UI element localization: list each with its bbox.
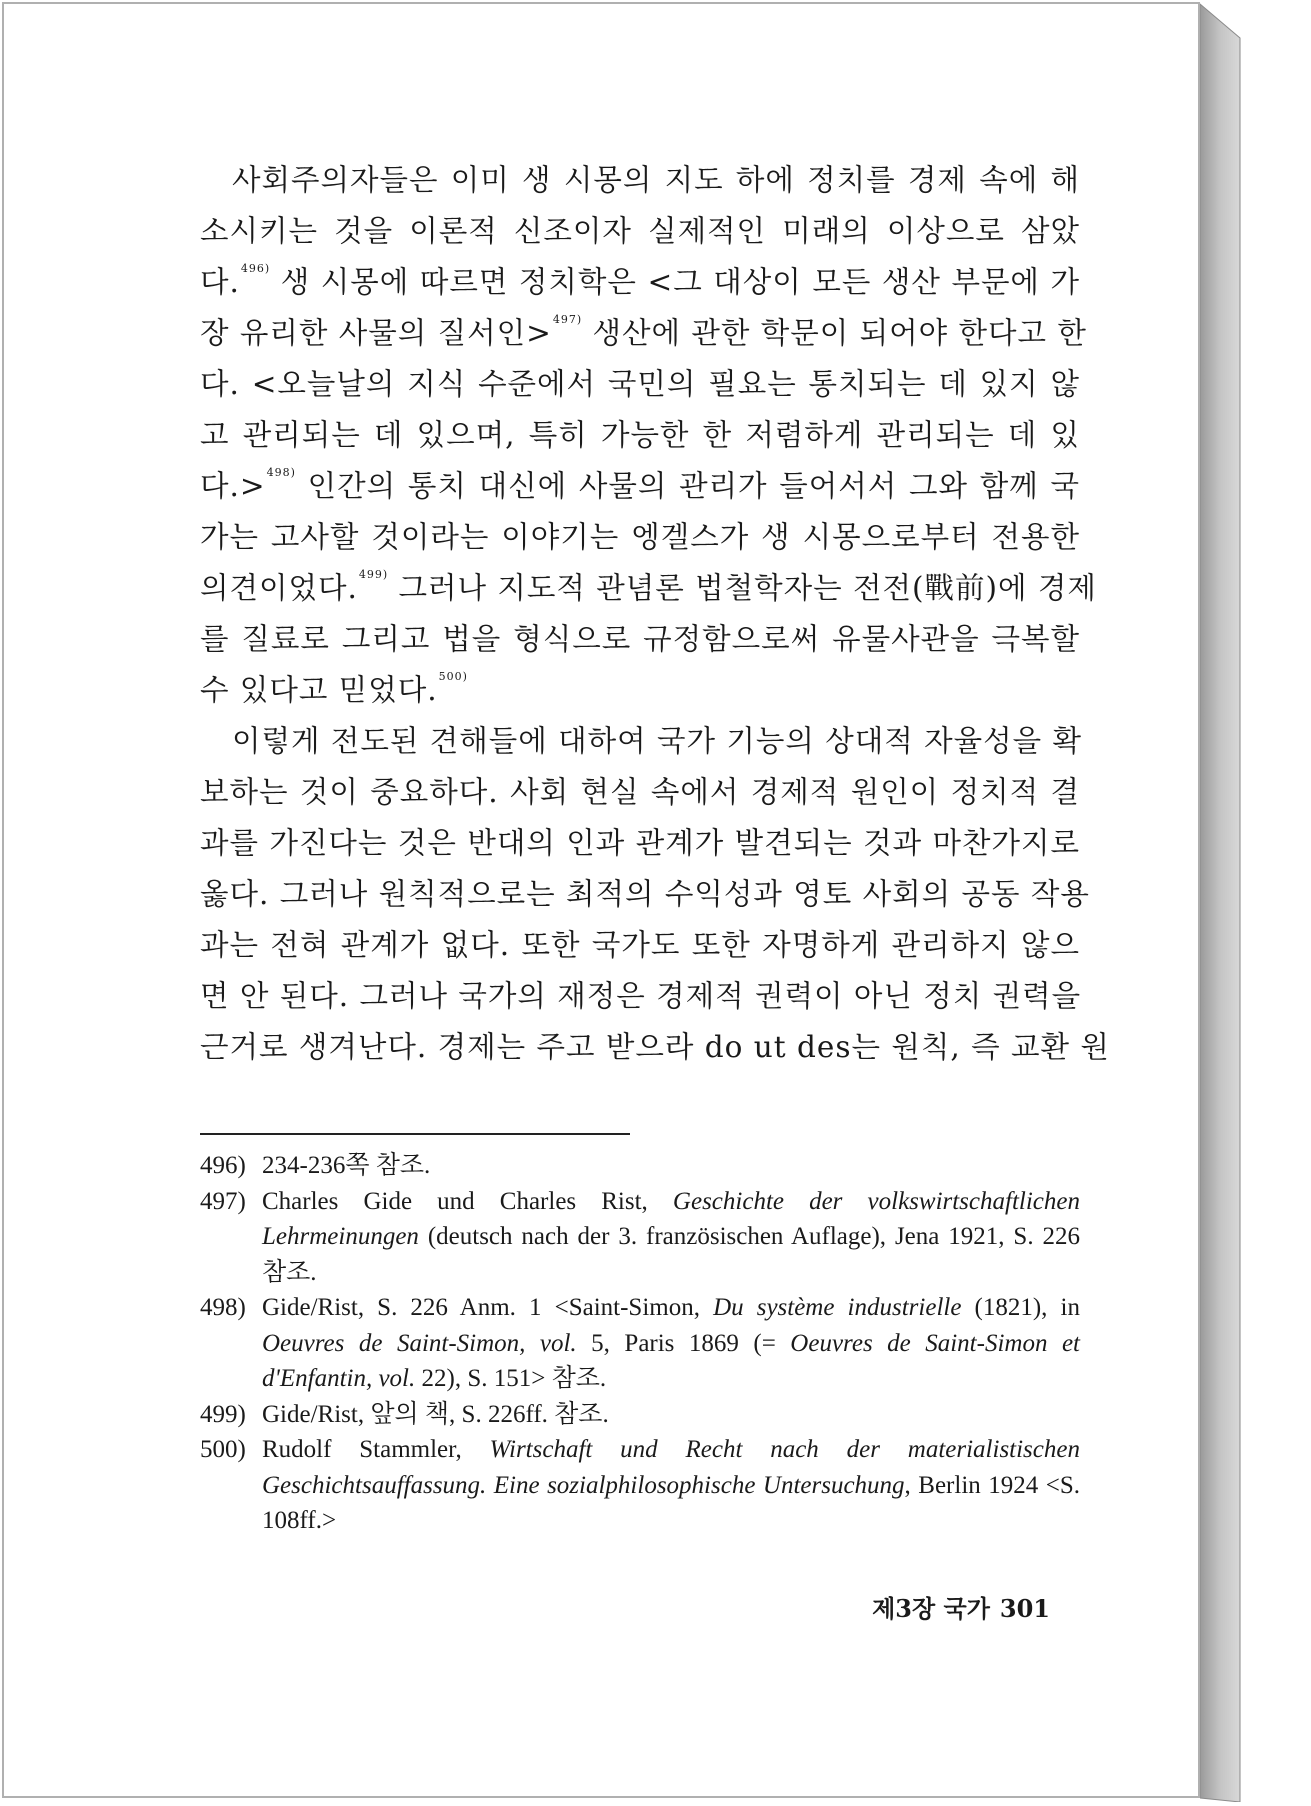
footnote-499 [200,1397,1080,1433]
footnote-ref-499[interactable]: 499) [358,568,389,581]
text-span: 과는 전혀 관계가 없다. 또한 국가도 또한 자명하게 관리하지 않으 [200,928,1080,962]
page-number: 301 [999,1594,1050,1623]
footnote-500 [200,1432,1080,1539]
paragraph-1 [200,155,1097,716]
text-span: 보하는 것이 중요하다. 사회 현실 속에서 경제적 원인이 정치적 결 [200,775,1080,809]
text-span: Rudolf Stammler, [262,1436,490,1463]
text-span: 근거로 생겨난다. 경제는 주고 받으라 do ut des는 원칙, 즉 교환 원 [200,1030,1110,1064]
footnote-ref-497[interactable]: 497) [552,313,583,326]
footnote-number: 498) [200,1294,246,1321]
text-span: , Berlin 1924 <S. 108ff.> [262,1471,1080,1534]
running-footer [870,1589,1050,1624]
text-line [200,206,1080,257]
chapter-label: 제3장 국가 [872,1594,990,1623]
text-line [200,155,1080,206]
footnote-separator [200,1133,630,1135]
text-line [200,920,1080,971]
text-line [200,971,1080,1022]
text-span: 장 유리한 사물의 질서인> [200,316,552,350]
text-span: 과를 가진다는 것은 반대의 인과 관계가 발견되는 것과 마찬가지로 [200,826,1080,860]
text-span: Gide/Rist, S. 226 Anm. 1 <Saint-Simon, [262,1294,714,1321]
text-line [200,614,1080,665]
footnotes [200,1148,1080,1539]
footnote-number: 496) [200,1152,246,1179]
text-span: 생 시몽에 따르면 정치학은 <그 대상이 모든 생산 부문에 가 [270,265,1080,299]
text-span: 다.> [200,469,266,503]
text-span: Charles Gide und Charles Rist, [262,1187,673,1215]
text-span: 수 있다고 믿었다. [200,673,438,707]
text-span: 면 안 된다. 그러나 국가의 재정은 경제적 권력이 아닌 정치 권력을 [200,979,1082,1013]
text-span: 22), S. 151> 참조. [415,1365,607,1392]
footnote-text [262,1432,1080,1539]
text-span: 다. <오늘날의 지식 수준에서 국민의 필요는 통치되는 데 있지 않 [200,367,1080,401]
text-line [200,359,1080,410]
text-span: 5, Paris 1869 (= [576,1329,791,1357]
text-span: 소시키는 것을 이론적 신조이자 실제적인 미래의 이상으로 삼았 [200,214,1080,248]
footnote-number: 497) [200,1187,246,1215]
paragraph-2 [200,716,1110,1073]
text-span: (deutsch nach der 3. französischen Auflage), Jena 1921, S. 226 참조. [262,1223,1080,1286]
text-span: 를 질료로 그리고 법을 형식으로 규정함으로써 유물사관을 극복할 [200,622,1080,656]
text-span: 고 관리되는 데 있으며, 특히 가능한 한 저렴하게 관리되는 데 있 [200,418,1080,452]
text-line [200,257,1080,308]
text-line [200,461,1080,512]
footnote-number: 499) [200,1400,246,1428]
text-span: 그러나 지도적 관념론 법철학자는 전전(戰前)에 경제 [388,571,1097,605]
text-line [200,512,1080,563]
text-span: 의견이었다. [200,571,358,605]
text-span: 가는 고사할 것이라는 이야기는 엥겔스가 생 시몽으로부터 전용한 [200,520,1080,554]
footnote-text [262,1184,1080,1291]
page-edge-shading [1200,2,1242,1802]
text-span: 옳다. 그러나 원칙적으로는 최적의 수익성과 영토 사회의 공동 작용 [200,877,1090,911]
text-line [200,308,1087,359]
book-title: Oeuvres de Saint-Simon, vol. [262,1329,577,1357]
text-line [200,563,1097,614]
text-span: (1821), in [961,1294,1080,1321]
text-line [200,665,1080,716]
footnote-ref-496[interactable]: 496) [240,262,271,275]
book-title: Geschichte der volkswirtschaftlichen Lehrmeinungen [262,1187,1080,1250]
text-span: 생산에 관한 학문이 되어야 한다고 한 [582,316,1087,350]
footnote-text: 234-236쪽 참조. [262,1152,431,1179]
footnote-number: 500) [200,1436,246,1463]
text-line [200,818,1080,869]
text-line [200,716,1080,767]
footnote-497 [200,1184,1080,1291]
text-line [200,869,1090,920]
footnote-ref-498[interactable]: 498) [266,466,296,479]
text-span: 인간의 통치 대신에 사물의 관리가 들어서서 그와 함께 국 [295,469,1080,503]
text-span: 사회주의자들은 이미 생 시몽의 지도 하에 정치를 경제 속에 해 [232,163,1080,197]
body-text [200,155,1110,1073]
text-span: 다. [200,265,240,299]
text-line [200,767,1080,818]
text-line [200,410,1080,461]
footnote-498 [200,1290,1080,1397]
footnote-text [262,1290,1080,1397]
footnote-text: Gide/Rist, 앞의 책, S. 226ff. 참조. [262,1400,609,1428]
book-title: Oeuvres de Saint-Simon et d'Enfantin, vol. [262,1329,1080,1392]
book-title: Du système industrielle [713,1294,962,1321]
footnote-496 [200,1148,1080,1184]
footnote-ref-500[interactable]: 500) [438,670,468,683]
text-span: 이렇게 전도된 견해들에 대하여 국가 기능의 상대적 자율성을 확 [232,724,1082,758]
text-line [200,1022,1110,1073]
book-title: Wirtschaft und Recht nach der materialistischen Geschichtsauffassung. Eine sozialphilosophische Untersuchung [262,1436,1080,1499]
